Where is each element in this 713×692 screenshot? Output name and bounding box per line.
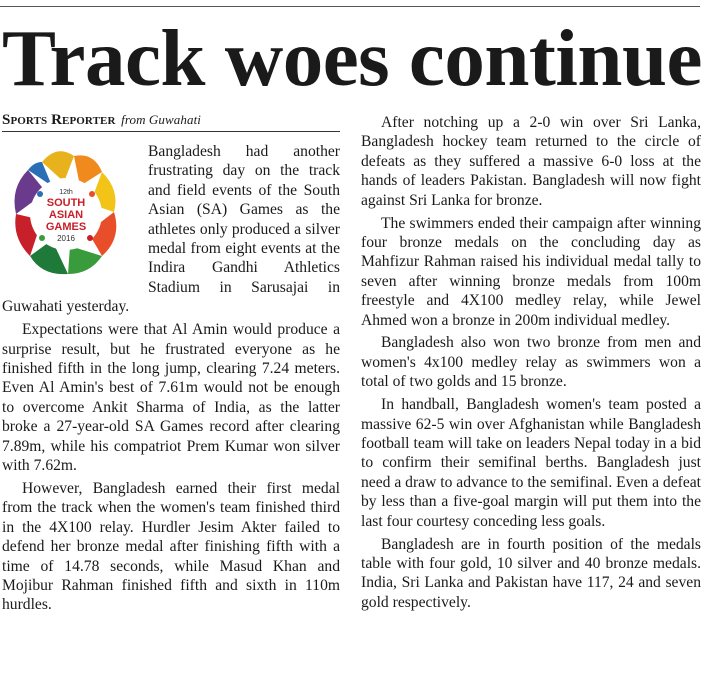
left-paragraph: However, Bangladesh earned their first medal from the track when the women's team finished third in the 4X100 relay. Hurdler Jesim Akter failed to defend her bronze medal after finishing fifth with a time of 14.78 seconds, while Masud Khan and Mojibur Rahman finished fifth and sixth in 110m hurdles.	[2, 479, 340, 614]
left-column	[2, 112, 340, 618]
top-rule	[0, 6, 700, 7]
byline-place: from Guwahati	[121, 112, 202, 127]
logo-word-games: GAMES	[45, 221, 87, 233]
left-paragraph: Bangladesh had another frustrating day on the track and field events of the South Asian (SA) Games as the athletes only produced a silver medal from eight events at the Indira Gandhi Athletics Stadium in Sarusajai in Guwahati yesterday.	[2, 143, 340, 316]
south-asian-games-logo	[2, 142, 138, 284]
logo-word-asian: ASIAN	[48, 209, 84, 221]
logo-edition: 12th	[59, 189, 73, 196]
left-paragraph: Expectations were that Al Amin would produce a surprise result, but he frustrated everyone as he finished fifth in the long jump, clearing 7.24 meters. Even Al Amin's best of 7.61m would not be enough to overcome Ankit Sharma of India, as the latter broke a 27-year-old SA Games record after clearing 7.89m, while his compatriot Prem Kumar won silver with 7.62m.	[2, 321, 340, 474]
right-paragraph: After notching up a 2-0 win over Sri Lanka, Bangladesh hockey team returned to the circle of defeats as they suffered a massive 6-0 loss at the hands of leaders Pakistan. Bangladesh will now fight against Sri Lanka for bronze.	[361, 114, 701, 209]
right-paragraph: Bangladesh also won two bronze from men and women's 4x100 medley relay as swimmers won a total of two golds and 15 bronze.	[361, 334, 701, 391]
headline: Track woes continue	[2, 13, 702, 103]
byline-name: Sports Reporter	[2, 112, 116, 128]
byline	[2, 112, 340, 132]
logo-word-south: SOUTH	[46, 197, 86, 209]
right-paragraph: In handball, Bangladesh women's team posted a massive 62-5 win over Afghanistan while Bangladesh football team will take on leaders Nepal today in a bid to confirm their semifinal berths. Bangladesh just need a draw to advance to the semifinal. Even a defeat by less than a five-goal margin will put them into the last four courtesy conceding less goals.	[361, 396, 701, 530]
logo-year: 2016	[57, 234, 75, 243]
right-paragraph: Bangladesh are in fourth position of the medals table with four gold, 10 silver and 40 bronze medals. India, Sri Lanka and Pakistan have 117, 24 and seven gold respectively.	[361, 535, 701, 611]
right-column	[361, 113, 701, 616]
right-paragraph: The swimmers ended their campaign after winning four bronze medals on the concluding day as Mahfizur Rahman raised his individual medal tally to seven after winning bronze medals from 100m freestyle and 4X100 medley relay, while Jewel Ahmed won a bronze in 200m individual medley.	[361, 214, 701, 329]
